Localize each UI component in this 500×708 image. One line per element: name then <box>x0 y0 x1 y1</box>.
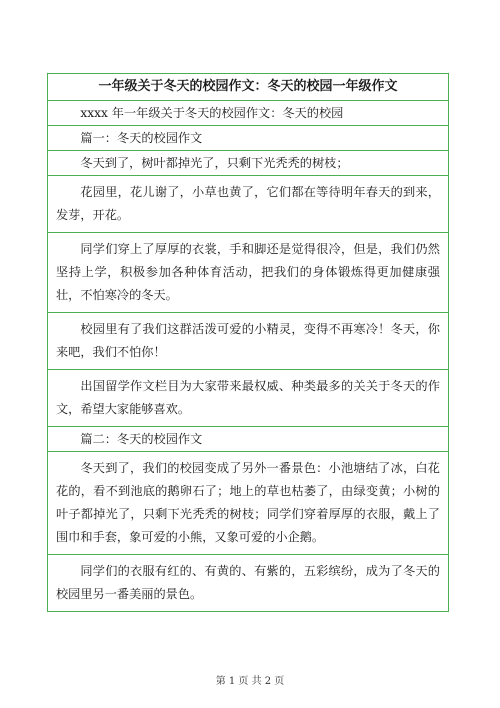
paragraph-6: 冬天到了，我们的校园变成了另外一番景色：小池塘结了冰，白花花的，看不到池底的鹅卵石了；地上的草也枯萎了，由绿变黄；小树的叶子都掉光了，只剩下光秃秃的树枝；同学们穿着厚厚的衣服，戴上了围巾和手套，象可爱的小熊，又象可爱的小企鹅。 <box>48 451 448 554</box>
paragraph-1: 冬天到了，树叶都掉光了，只剩下光秃秃的树枝； <box>48 150 448 175</box>
paragraph-7: 同学们的衣服有红的、有黄的、有紫的，五彩缤纷，成为了冬天的校园里另一番美丽的景色。 <box>48 554 448 611</box>
paragraph-2: 花园里，花儿谢了，小草也黄了，它们都在等待明年春天的到来，发芽，开花。 <box>48 175 448 232</box>
section-heading-1: 篇一：冬天的校园作文 <box>48 125 448 150</box>
paragraph-5: 出国留学作文栏目为大家带来最权威、种类最多的关关于冬天的作文，希望大家能够喜欢。 <box>48 369 448 426</box>
page-footer: 第 1 页 共 2 页 <box>215 676 285 687</box>
paragraph-4: 校园里有了我们这群活泼可爱的小精灵，变得不再寒冷！冬天，你来吧，我们不怕你！ <box>48 312 448 369</box>
subtitle-row: xxxx 年一年级关于冬天的校园作文：冬天的校园 <box>48 100 448 125</box>
document-title: 一年级关于冬天的校园作文：冬天的校园一年级作文 <box>98 79 398 94</box>
section-heading-2: 篇二：冬天的校园作文 <box>48 426 448 451</box>
paragraph-3: 同学们穿上了厚厚的衣裳，手和脚还是觉得很冷，但是，我们仍然坚持上学，积极参加各种体育活动，把我们的身体锻炼得更加健康强壮，不怕寒冷的冬天。 <box>48 232 448 312</box>
document-table <box>47 73 449 612</box>
